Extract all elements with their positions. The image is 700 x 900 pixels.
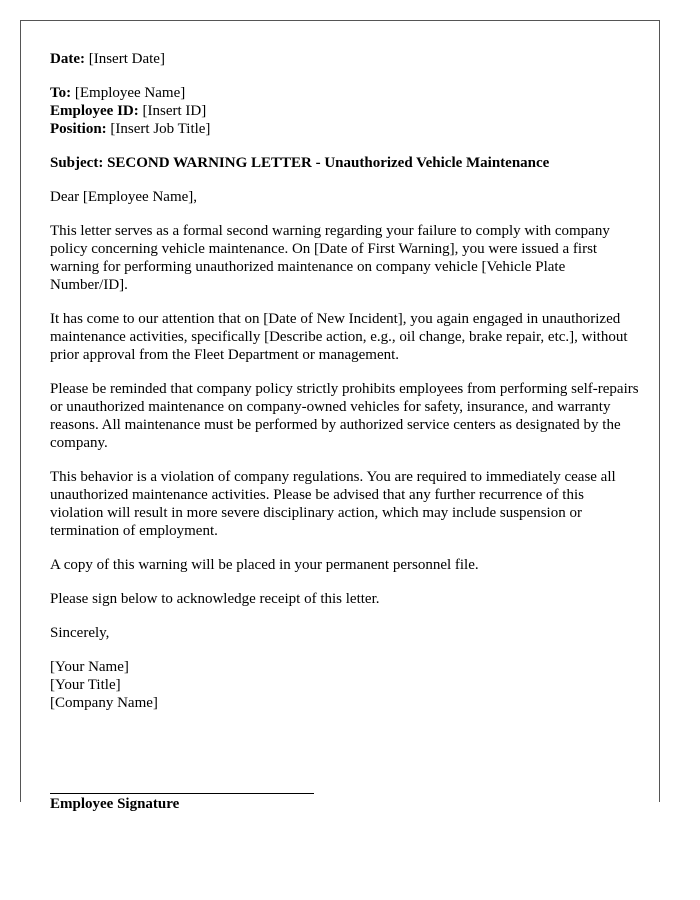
paragraph-sign-request: Please sign below to acknowledge receipt of this letter. [50, 591, 380, 607]
employee-id-line [50, 102, 640, 120]
to-value: [Employee Name] [74, 85, 186, 101]
employee-id-value: [Insert ID] [142, 103, 207, 119]
date-line [50, 50, 640, 68]
date-label: Date: [50, 51, 85, 67]
position-line [50, 120, 640, 138]
paragraph-first-warning: This letter serves as a formal second warning regarding your failure to comply with company policy concerning vehicle maintenance. On [Date of First Warning], you were issued a first warning for performing unauthorized maintenance on company vehicle [Vehicle Plate Number/ID]. [50, 223, 610, 293]
employee-id-label: Employee ID: [50, 103, 139, 119]
signatory-block [50, 658, 640, 712]
subject-line [50, 154, 640, 172]
signatory-name: [Your Name] [50, 659, 129, 675]
recipient-block [50, 84, 640, 138]
position-value: [Insert Job Title] [110, 121, 211, 137]
signatory-title: [Your Title] [50, 677, 121, 693]
subject-text: Subject: SECOND WARNING LETTER - Unauthorized Vehicle Maintenance [50, 155, 550, 171]
to-line [50, 84, 640, 102]
to-label: To: [50, 85, 72, 101]
salutation: Dear [Employee Name], [50, 189, 198, 205]
paragraph-new-incident: It has come to our attention that on [Date of New Incident], you again engaged in unauthorized maintenance activities, specifically [Describe action, e.g., oil change, brake repair, etc.], without prior approval from the Fleet Department or management. [50, 311, 628, 363]
signatory-company: [Company Name] [50, 695, 158, 711]
date-value: [Insert Date] [88, 51, 165, 67]
paragraph-personnel-file: A copy of this warning will be placed in your permanent personnel file. [50, 557, 479, 573]
employee-signature-area [50, 793, 314, 813]
paragraph-policy-reminder: Please be reminded that company policy strictly prohibits employees from performing self-repairs or unauthorized maintenance on company-owned vehicles for safety, insurance, and warranty reasons. All maintenance must be performed by authorized service centers as designated by the company. [50, 381, 639, 451]
employee-signature-label: Employee Signature [50, 796, 180, 812]
signature-line [50, 793, 314, 794]
closing: Sincerely, [50, 625, 110, 641]
letter-body [50, 50, 640, 712]
letter-page [20, 20, 660, 812]
position-label: Position: [50, 121, 107, 137]
paragraph-violation: This behavior is a violation of company regulations. You are required to immediately cease all unauthorized maintenance activities. Please be advised that any further recurrence of this violation will result in more severe disciplinary action, which may include suspension or termination of employment. [50, 469, 616, 539]
